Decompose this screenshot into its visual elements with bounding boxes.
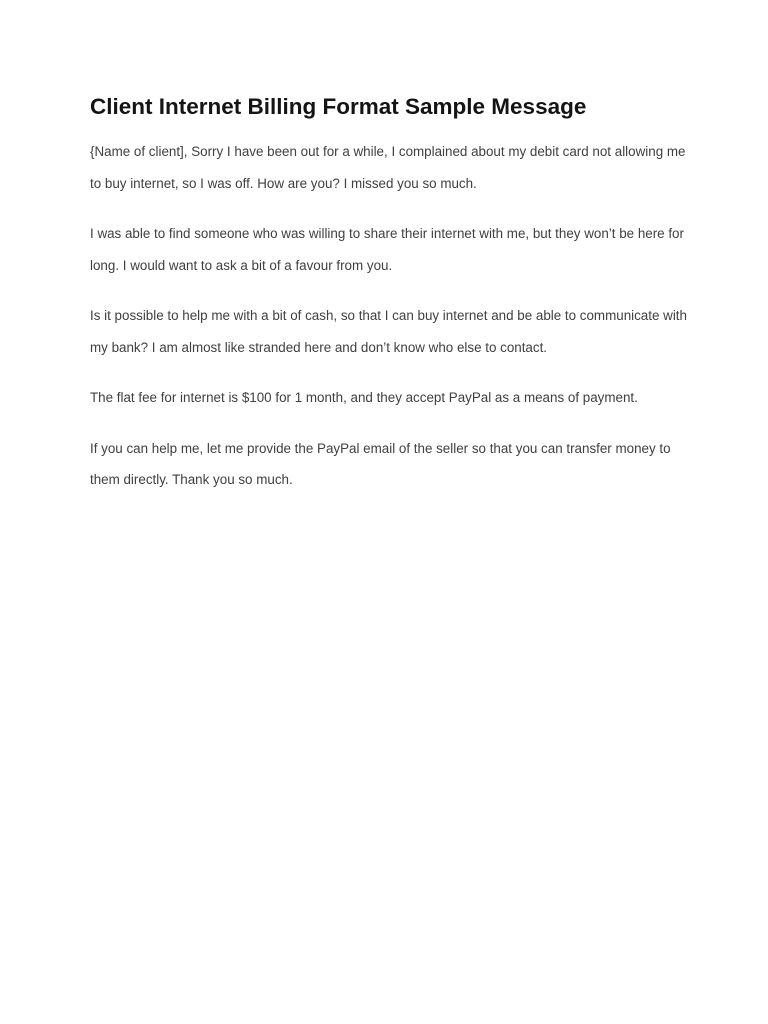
document-body [90,90,690,496]
paragraph-2: I was able to find someone who was willing to share their internet with me, but they won’t be here for long. I would want to ask a bit of a favour from you. [90,226,684,273]
paragraph-4: The flat fee for internet is $100 for 1 month, and they accept PayPal as a means of payment. [90,390,638,405]
document-title: Client Internet Billing Format Sample Message [90,94,587,119]
paragraph-1: {Name of client], Sorry I have been out for a while, I complained about my debit card not allowing me to buy internet, so I was off. How are you? I missed you so much. [90,144,686,191]
paragraph-3: Is it possible to help me with a bit of cash, so that I can buy internet and be able to communicate with my bank? I am almost like stranded here and don’t know who else to contact. [90,308,687,355]
paragraph-5: If you can help me, let me provide the PayPal email of the seller so that you can transfer money to them directly. Thank you so much. [90,440,671,487]
